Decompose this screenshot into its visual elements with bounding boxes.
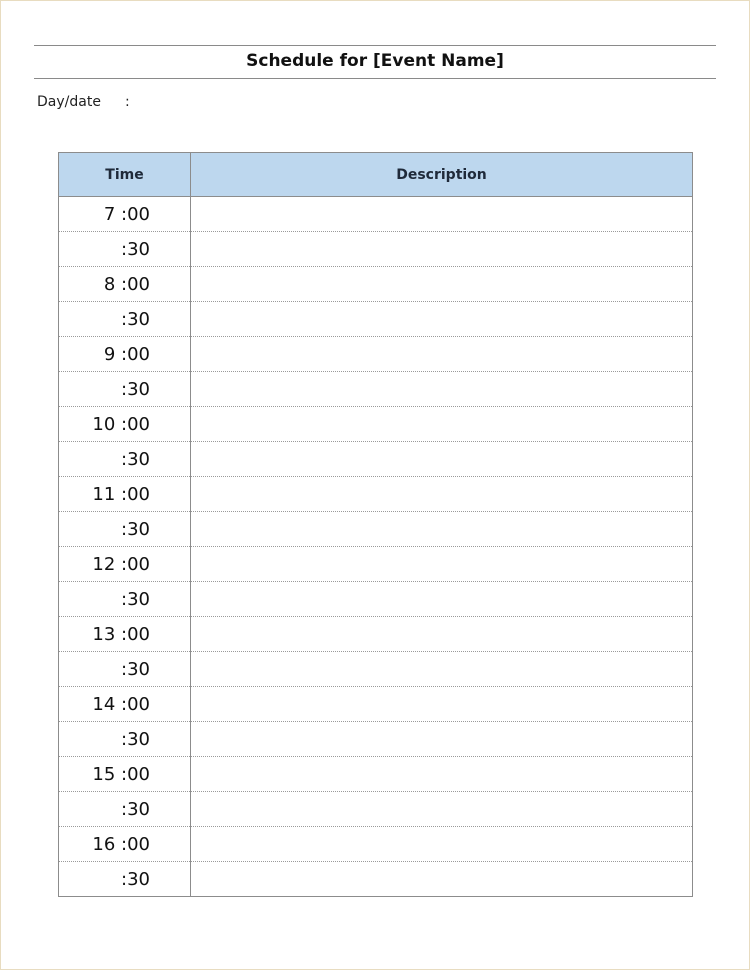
- table-row: [59, 617, 693, 652]
- description-cell[interactable]: [191, 827, 693, 862]
- table-row: [59, 757, 693, 792]
- time-cell: 14 :00: [59, 687, 191, 722]
- time-cell: 15 :00: [59, 757, 191, 792]
- time-cell: :30: [59, 862, 191, 897]
- description-cell[interactable]: [191, 302, 693, 337]
- description-cell[interactable]: [191, 442, 693, 477]
- description-cell[interactable]: [191, 687, 693, 722]
- time-cell: 10 :00: [59, 407, 191, 442]
- table-row: [59, 722, 693, 757]
- time-cell: 11 :00: [59, 477, 191, 512]
- table-row: [59, 267, 693, 302]
- description-cell[interactable]: [191, 547, 693, 582]
- description-column-header: Description: [191, 153, 693, 197]
- table-row: [59, 687, 693, 722]
- time-cell: :30: [59, 722, 191, 757]
- time-cell: :30: [59, 442, 191, 477]
- document-title: Schedule for [Event Name]: [246, 51, 504, 71]
- description-cell[interactable]: [191, 337, 693, 372]
- description-cell[interactable]: [191, 512, 693, 547]
- time-cell: 13 :00: [59, 617, 191, 652]
- day-date-colon: :: [125, 94, 130, 110]
- time-cell: :30: [59, 232, 191, 267]
- table-row: [59, 442, 693, 477]
- description-cell[interactable]: [191, 407, 693, 442]
- description-cell[interactable]: [191, 232, 693, 267]
- table-row: [59, 792, 693, 827]
- time-cell: 16 :00: [59, 827, 191, 862]
- table-header-row: [59, 153, 693, 197]
- table-row: [59, 337, 693, 372]
- time-cell: :30: [59, 372, 191, 407]
- description-cell[interactable]: [191, 617, 693, 652]
- table-row: [59, 862, 693, 897]
- time-cell: :30: [59, 582, 191, 617]
- description-cell[interactable]: [191, 862, 693, 897]
- table-row: [59, 582, 693, 617]
- table-row: [59, 547, 693, 582]
- time-cell: 8 :00: [59, 267, 191, 302]
- description-cell[interactable]: [191, 792, 693, 827]
- description-cell[interactable]: [191, 757, 693, 792]
- time-column-header: Time: [59, 153, 191, 197]
- title-bottom-rule: [34, 78, 716, 79]
- description-cell[interactable]: [191, 582, 693, 617]
- description-cell[interactable]: [191, 372, 693, 407]
- title-top-rule: [34, 45, 716, 46]
- table-row: [59, 302, 693, 337]
- day-date-field: [37, 92, 130, 112]
- time-cell: 12 :00: [59, 547, 191, 582]
- schedule-body: [59, 197, 693, 897]
- description-cell[interactable]: [191, 477, 693, 512]
- table-row: [59, 372, 693, 407]
- table-row: [59, 232, 693, 267]
- description-cell[interactable]: [191, 652, 693, 687]
- time-cell: :30: [59, 652, 191, 687]
- table-row: [59, 477, 693, 512]
- time-cell: :30: [59, 512, 191, 547]
- description-cell[interactable]: [191, 267, 693, 302]
- table-row: [59, 652, 693, 687]
- table-row: [59, 197, 693, 232]
- time-cell: :30: [59, 302, 191, 337]
- schedule-table: [58, 152, 693, 897]
- time-cell: 7 :00: [59, 197, 191, 232]
- description-cell[interactable]: [191, 722, 693, 757]
- table-row: [59, 827, 693, 862]
- description-cell[interactable]: [191, 197, 693, 232]
- time-cell: 9 :00: [59, 337, 191, 372]
- table-row: [59, 512, 693, 547]
- day-date-label: Day/date: [37, 94, 101, 110]
- time-cell: :30: [59, 792, 191, 827]
- table-row: [59, 407, 693, 442]
